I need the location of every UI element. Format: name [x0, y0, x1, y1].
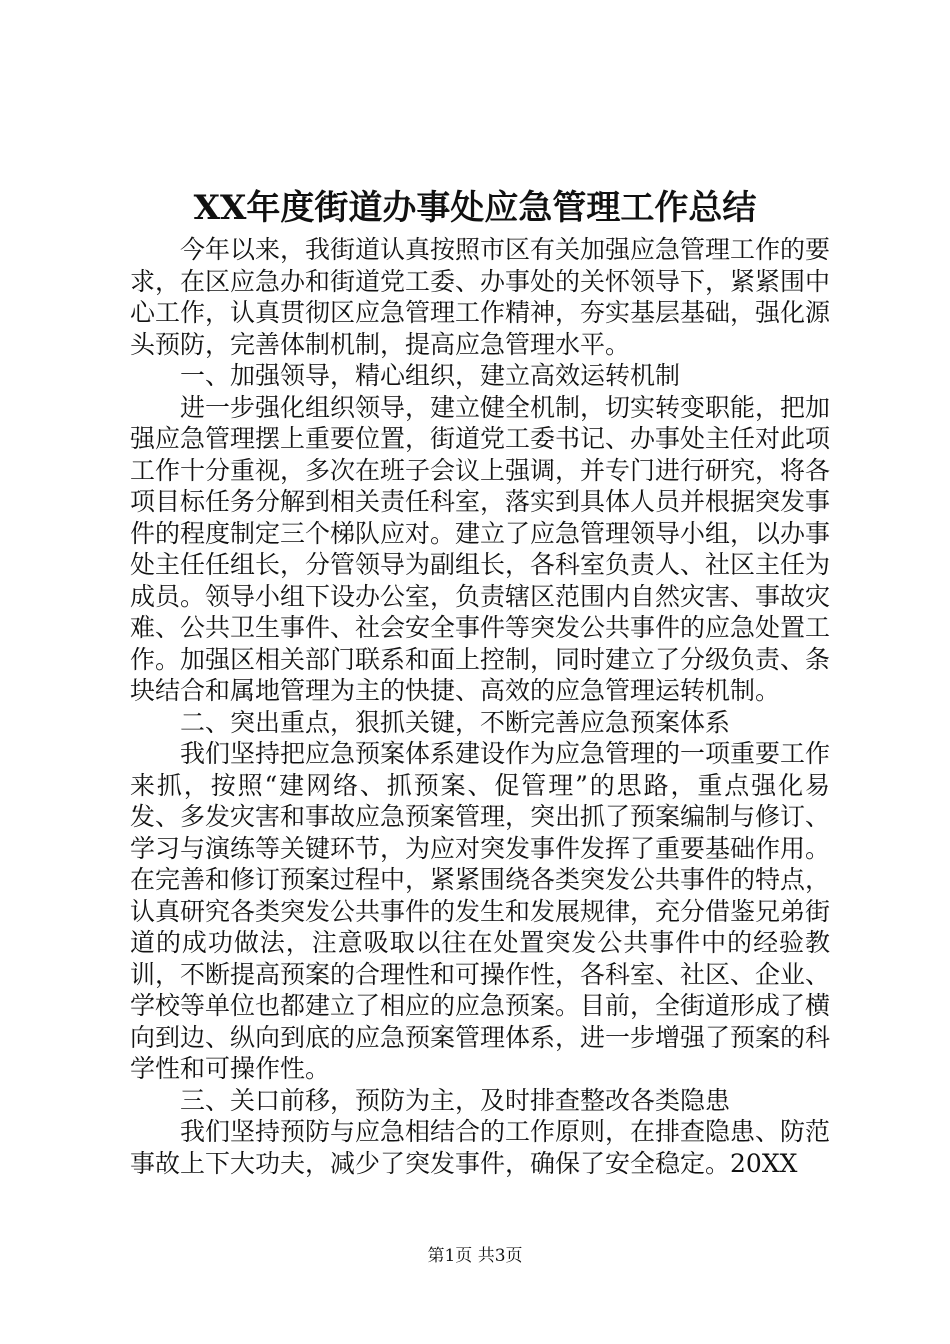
paragraph-intro: 今年以来，我街道认真按照市区有关加强应急管理工作的要求，在区应急办和街道党工委、办事处的关怀领导下，紧紧围中心工作，认真贯彻区应急管理工作精神，夯实基层基础，强化源头预防，完善体制机制，提高应急管理水平。: [130, 235, 831, 359]
paragraph-section-1: 进一步强化组织领导，建立健全机制，切实转变职能，把加强应急管理摆上重要位置，街道党工委书记、办事处主任对此项工作十分重视，多次在班子会议上强调，并专门进行研究，将各项目标任务分解到相关责任科室，落实到具体人员并根据突发事件的程度制定三个梯队应对。建立了应急管理领导小组，以办事处主任任组长，分管领导为副组长，各科室负责人、社区主任为成员。领导小组下设办公室，负责辖区范围内自然灾害、事故灾难、公共卫生事件、社会安全事件等突发公共事件的应急处置工作。加强区相关部门联系和面上控制，同时建立了分级负责、条块结合和属地管理为主的快捷、高效的应急管理运转机制。: [130, 392, 831, 705]
section-heading-2: 二、突出重点，狠抓关键，不断完善应急预案体系: [180, 707, 731, 737]
page-number-footer: 第1页 共3页: [427, 1246, 523, 1266]
document-body: [130, 234, 830, 1179]
section-heading-1: 一、加强领导，精心组织，建立高效运转机制: [180, 361, 681, 390]
section-heading-3: 三、关口前移，预防为主，及时排查整改各类隐患: [180, 1085, 731, 1115]
paragraph-section-3: 我们坚持预防与应急相结合的工作原则，在排查隐患、防范事故上下大功夫，减少了突发事件，确保了安全稳定。20XX: [130, 1117, 831, 1178]
paragraph-section-2: 我们坚持把应急预案体系建设作为应急管理的一项重要工作来抓，按照“建网络、抓预案、促管理”的思路，重点强化易发、多发灾害和事故应急预案管理，突出抓了预案编制与修订、学习与演练等关键环节，为应对突发事件发挥了重要基础作用。在完善和修订预案过程中，紧紧围绕各类突发公共事件的特点，认真研究各类突发公共事件的发生和发展规律，充分借鉴兄弟街道的成功做法，注意吸取以往在处置突发公共事件中的经验教训，不断提高预案的合理性和可操作性，各科室、社区、企业、学校等单位也都建立了相应的应急预案。目前，全街道形成了横向到边、纵向到底的应急预案管理体系，进一步增强了预案的科学性和可操作性。: [130, 739, 831, 1083]
document-title: XX年度街道办事处应急管理工作总结: [193, 188, 757, 228]
